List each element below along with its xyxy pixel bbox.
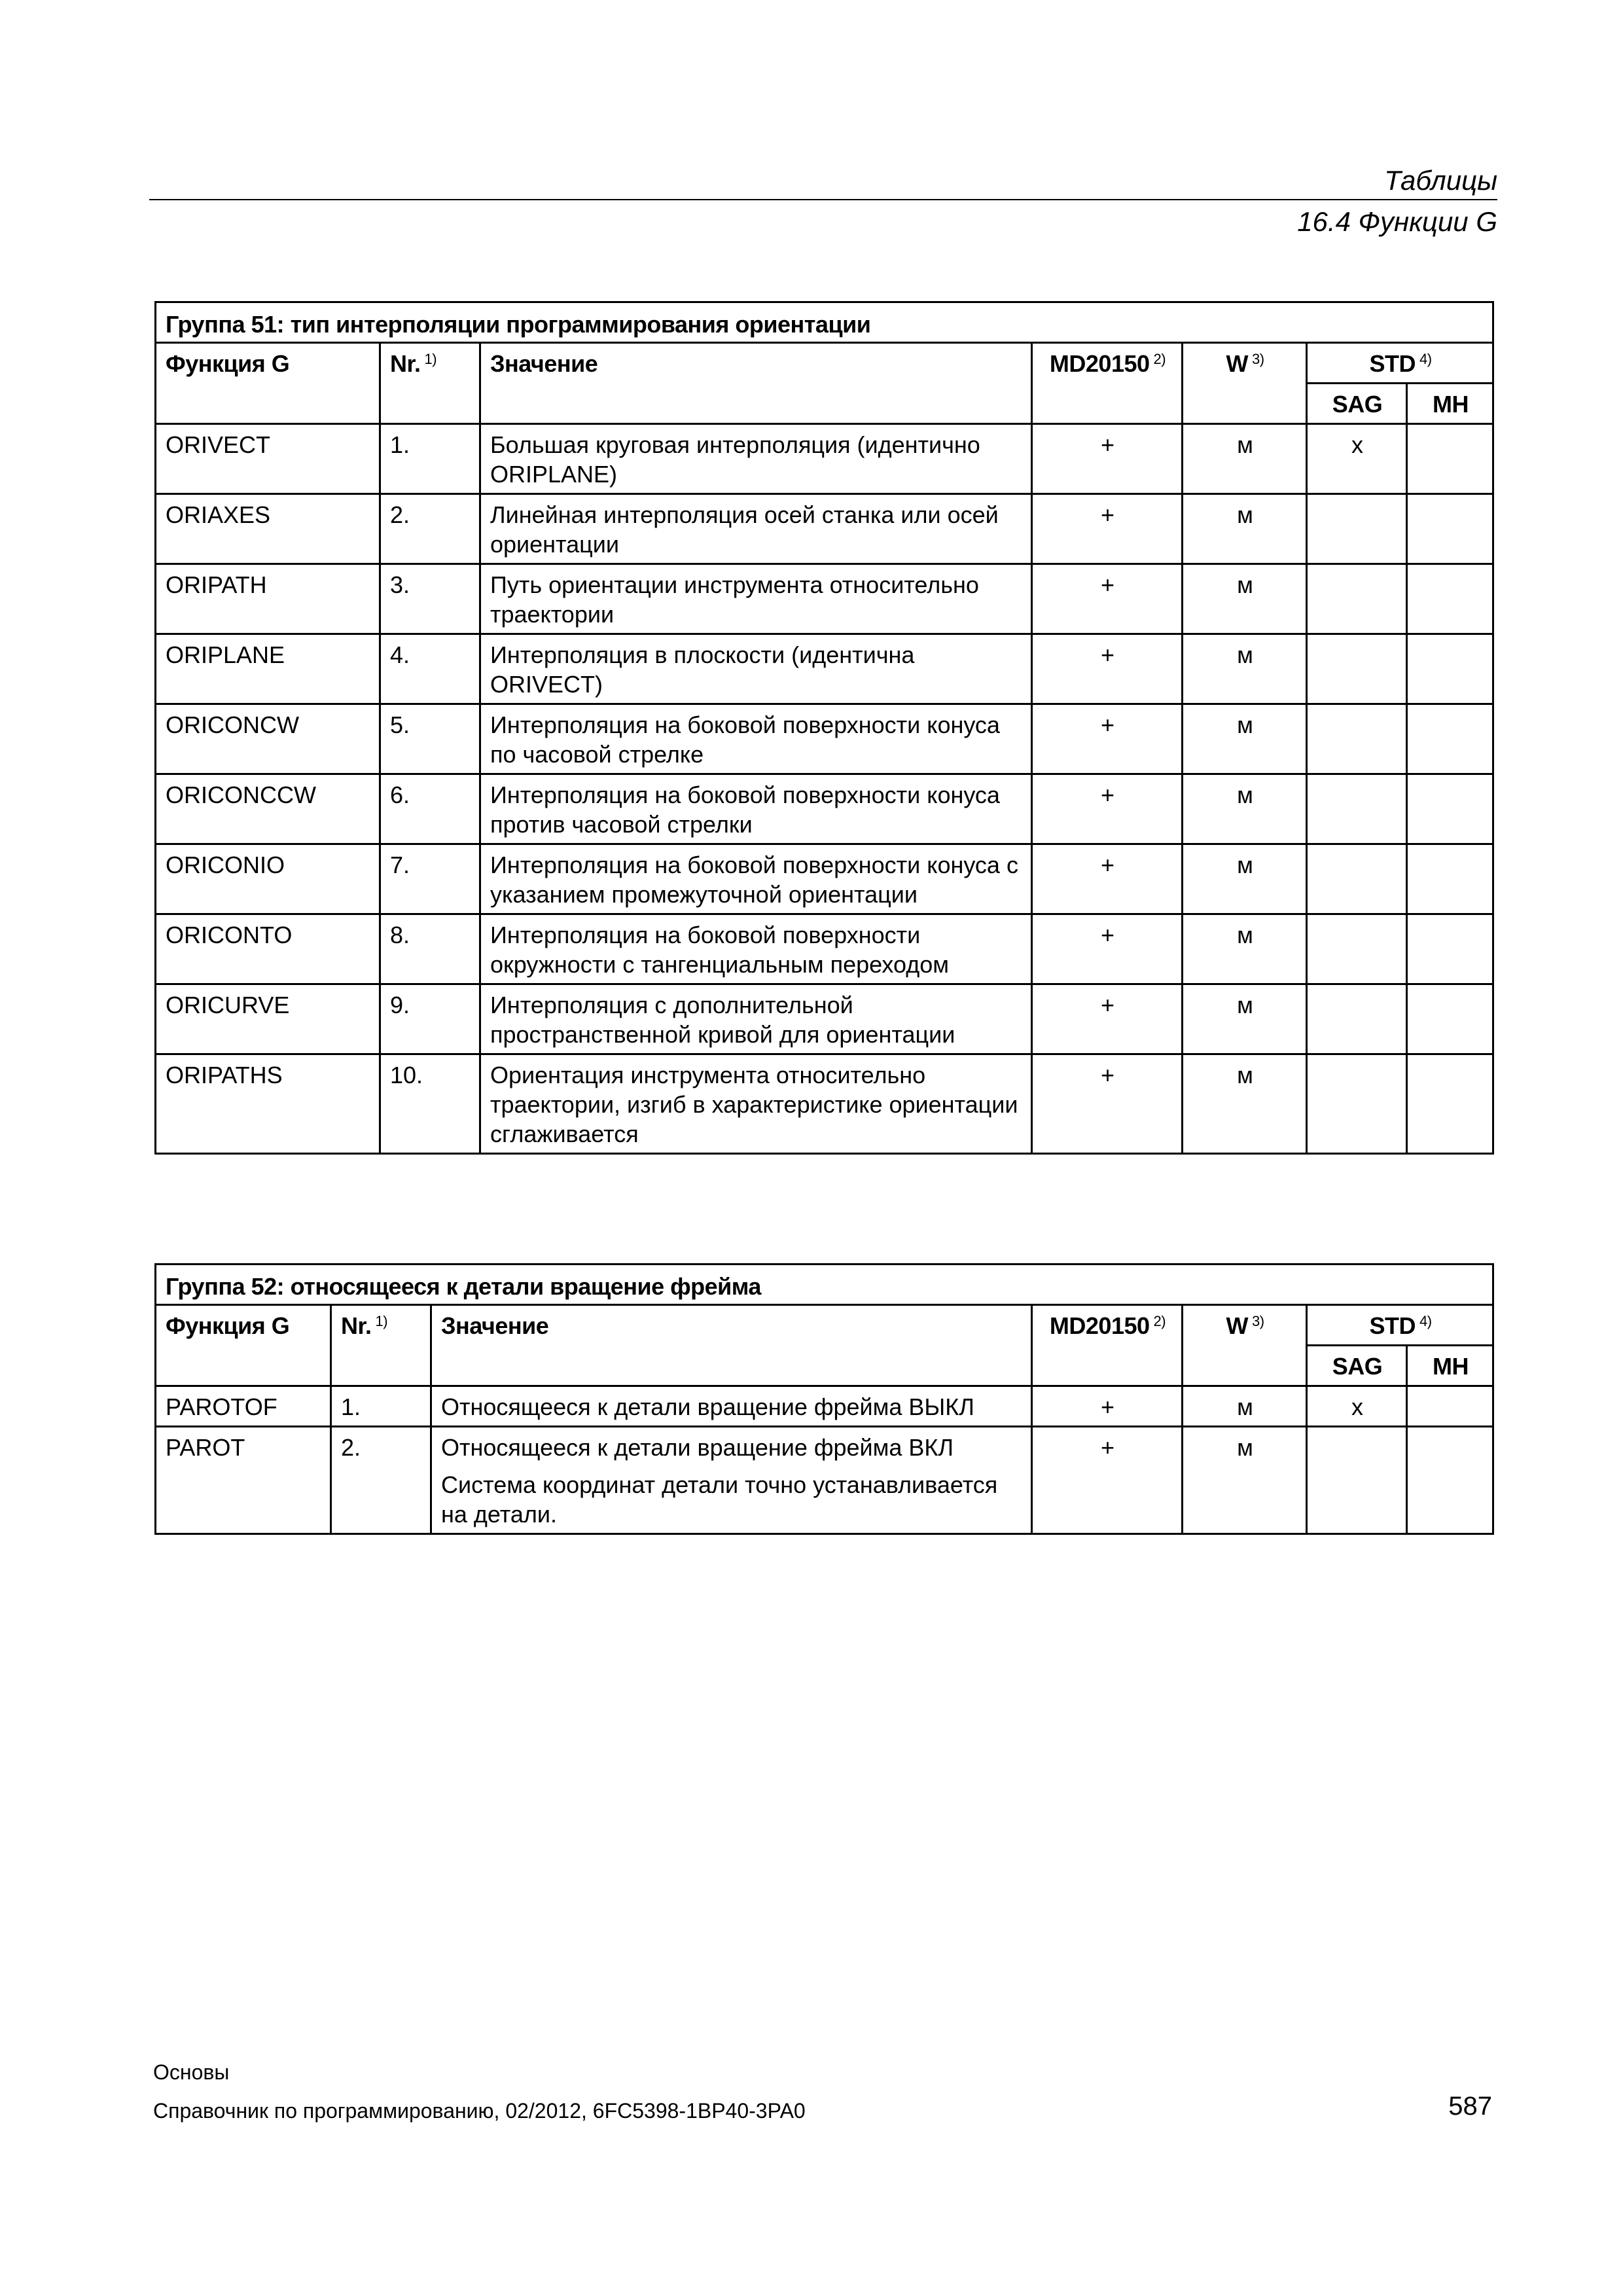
cell-std-mh — [1407, 704, 1493, 774]
cell-function: ORIPATHS — [156, 1054, 380, 1154]
cell-std-mh — [1407, 774, 1493, 844]
cell-md20150: + — [1032, 774, 1183, 844]
cell-w: м — [1183, 774, 1307, 844]
cell-std-mh — [1407, 634, 1493, 704]
table-row — [156, 704, 1493, 774]
cell-w: м — [1183, 1386, 1307, 1427]
col-header-function: Функция G — [156, 343, 380, 424]
footnote-ref: 3) — [1251, 351, 1264, 367]
table-row — [156, 424, 1493, 494]
table-header-row — [156, 343, 1493, 384]
header-section: 16.4 Функции G — [1297, 206, 1497, 237]
col-header-nr: Nr. $^{1)}$ — [331, 1305, 431, 1386]
cell-meaning: Интерполяция с дополнительной пространственной кривой для ориентации — [480, 984, 1032, 1054]
cell-function: ORICONCCW — [156, 774, 380, 844]
table-row — [156, 844, 1493, 914]
footnote-ref: 2) — [1153, 351, 1166, 367]
cell-std-mh — [1407, 1054, 1493, 1154]
cell-std-sag — [1307, 1054, 1407, 1154]
header-title: Таблицы — [1384, 165, 1497, 196]
cell-nr: 10. — [380, 1054, 480, 1154]
page-number: 587 — [1448, 2092, 1492, 2121]
cell-md20150: + — [1032, 914, 1183, 984]
cell-meaning: Большая круговая интерполяция (идентично ORIPLANE) — [480, 424, 1032, 494]
cell-nr: 7. — [380, 844, 480, 914]
cell-w: м — [1183, 1427, 1307, 1534]
table-caption-row — [156, 302, 1493, 343]
cell-std-mh — [1407, 494, 1493, 564]
cell-meaning: Путь ориентации инструмента относительно траектории — [480, 564, 1032, 634]
g-function-table-group-52 — [154, 1263, 1494, 1535]
cell-std-mh — [1407, 424, 1493, 494]
table-row — [156, 564, 1493, 634]
cell-meaning: Относящееся к детали вращение фрейма ВЫКЛ — [431, 1386, 1032, 1427]
cell-std-mh — [1407, 1386, 1493, 1427]
cell-function: ORIVECT — [156, 424, 380, 494]
footer-manual-info: Справочник по программированию, 02/2012, 6FC5398-1BP40-3PA0 — [153, 2099, 806, 2123]
table-row — [156, 914, 1493, 984]
cell-std-mh — [1407, 844, 1493, 914]
cell-w: м — [1183, 424, 1307, 494]
col-header-meaning: Значение — [480, 343, 1032, 424]
cell-meaning: Линейная интерполяция осей станка или осей ориентации — [480, 494, 1032, 564]
cell-md20150: + — [1032, 424, 1183, 494]
footer-book-title: Основы — [153, 2060, 230, 2084]
col-header-w: W $^{3)}$ — [1183, 1305, 1307, 1386]
table-body — [156, 1386, 1493, 1534]
cell-meaning: Интерполяция на боковой поверхности конуса по часовой стрелке — [480, 704, 1032, 774]
table-caption-row — [156, 1265, 1493, 1305]
cell-nr: 6. — [380, 774, 480, 844]
cell-md20150: + — [1032, 564, 1183, 634]
cell-nr: 3. — [380, 564, 480, 634]
cell-meaning: Ориентация инструмента относительно траектории, изгиб в характеристике ориентации сглаживается — [480, 1054, 1032, 1154]
cell-std-sag: x — [1307, 424, 1407, 494]
col-header-nr: Nr. $^{1)}$ — [380, 343, 480, 424]
cell-md20150: + — [1032, 1427, 1183, 1534]
cell-nr: 1. — [331, 1386, 431, 1427]
cell-std-mh — [1407, 984, 1493, 1054]
cell-meaning: Интерполяция на боковой поверхности конуса против часовой стрелки — [480, 774, 1032, 844]
cell-function: ORIPATH — [156, 564, 380, 634]
cell-meaning — [431, 1427, 1032, 1534]
cell-w: м — [1183, 984, 1307, 1054]
table-row — [156, 494, 1493, 564]
table-header-row — [156, 1305, 1493, 1346]
cell-md20150: + — [1032, 984, 1183, 1054]
table-row — [156, 774, 1493, 844]
footnote-ref: 4) — [1419, 1313, 1432, 1329]
cell-nr: 8. — [380, 914, 480, 984]
cell-md20150: + — [1032, 704, 1183, 774]
cell-meaning: Интерполяция на боковой поверхности конуса с указанием промежуточной ориентации — [480, 844, 1032, 914]
table-row — [156, 634, 1493, 704]
cell-nr: 4. — [380, 634, 480, 704]
cell-nr: 2. — [331, 1427, 431, 1534]
cell-md20150: + — [1032, 1386, 1183, 1427]
table-caption: Группа 51: тип интерполяции программирования ориентации — [156, 302, 1493, 343]
col-header-meaning: Значение — [431, 1305, 1032, 1386]
footnote-ref: 1) — [424, 351, 437, 367]
col-header-std: STD $^{4)}$ — [1307, 1305, 1493, 1346]
cell-function: ORIPLANE — [156, 634, 380, 704]
footnote-ref: 1) — [375, 1313, 388, 1329]
footnote-ref: 2) — [1153, 1313, 1166, 1329]
cell-w: м — [1183, 844, 1307, 914]
cell-nr: 9. — [380, 984, 480, 1054]
cell-w: м — [1183, 634, 1307, 704]
cell-meaning: Интерполяция на боковой поверхности окружности с тангенциальным переходом — [480, 914, 1032, 984]
cell-w: м — [1183, 914, 1307, 984]
table-caption: Группа 52: относящееся к детали вращение фрейма — [156, 1265, 1493, 1305]
cell-w: м — [1183, 564, 1307, 634]
cell-nr: 1. — [380, 424, 480, 494]
cell-std-mh — [1407, 914, 1493, 984]
col-header-mh: MH — [1407, 384, 1493, 424]
header-rule — [149, 199, 1497, 200]
cell-std-sag — [1307, 494, 1407, 564]
cell-function: ORICONCW — [156, 704, 380, 774]
cell-std-sag: x — [1307, 1386, 1407, 1427]
cell-nr: 5. — [380, 704, 480, 774]
cell-function: PAROTOF — [156, 1386, 331, 1427]
cell-std-sag — [1307, 564, 1407, 634]
cell-function: ORICURVE — [156, 984, 380, 1054]
footnote-ref: 3) — [1251, 1313, 1264, 1329]
cell-md20150: + — [1032, 1054, 1183, 1154]
cell-meaning: Интерполяция в плоскости (идентична ORIVECT) — [480, 634, 1032, 704]
cell-std-sag — [1307, 1427, 1407, 1534]
cell-w: м — [1183, 704, 1307, 774]
cell-std-sag — [1307, 704, 1407, 774]
footnote-ref: 4) — [1419, 351, 1432, 367]
col-header-w: W $^{3)}$ — [1183, 343, 1307, 424]
col-header-sag: SAG — [1307, 384, 1407, 424]
cell-md20150: + — [1032, 494, 1183, 564]
cell-function: ORICONIO — [156, 844, 380, 914]
table-row — [156, 984, 1493, 1054]
cell-std-sag — [1307, 984, 1407, 1054]
cell-std-sag — [1307, 844, 1407, 914]
cell-nr: 2. — [380, 494, 480, 564]
meaning-paragraph: Относящееся к детали вращение фрейма ВКЛ — [441, 1434, 954, 1461]
cell-std-sag — [1307, 634, 1407, 704]
meaning-paragraph: Система координат детали точно устанавливается на детали. — [441, 1471, 998, 1528]
col-header-function: Функция G — [156, 1305, 331, 1386]
col-header-mh: MH — [1407, 1346, 1493, 1386]
cell-md20150: + — [1032, 634, 1183, 704]
table-body — [156, 424, 1493, 1154]
col-header-md20150: MD20150 $^{2)}$ — [1032, 343, 1183, 424]
col-header-std: STD $^{4)}$ — [1307, 343, 1493, 384]
cell-std-mh — [1407, 564, 1493, 634]
cell-function: PAROT — [156, 1427, 331, 1534]
col-header-md20150: MD20150 $^{2)}$ — [1032, 1305, 1183, 1386]
cell-std-sag — [1307, 774, 1407, 844]
col-header-sag: SAG — [1307, 1346, 1407, 1386]
g-function-table-group-51 — [154, 301, 1494, 1155]
cell-std-sag — [1307, 914, 1407, 984]
table-row — [156, 1054, 1493, 1154]
cell-md20150: + — [1032, 844, 1183, 914]
cell-function: ORICONTO — [156, 914, 380, 984]
cell-std-mh — [1407, 1427, 1493, 1534]
cell-function: ORIAXES — [156, 494, 380, 564]
cell-w: м — [1183, 494, 1307, 564]
table-row — [156, 1386, 1493, 1427]
cell-w: м — [1183, 1054, 1307, 1154]
table-row — [156, 1427, 1493, 1534]
